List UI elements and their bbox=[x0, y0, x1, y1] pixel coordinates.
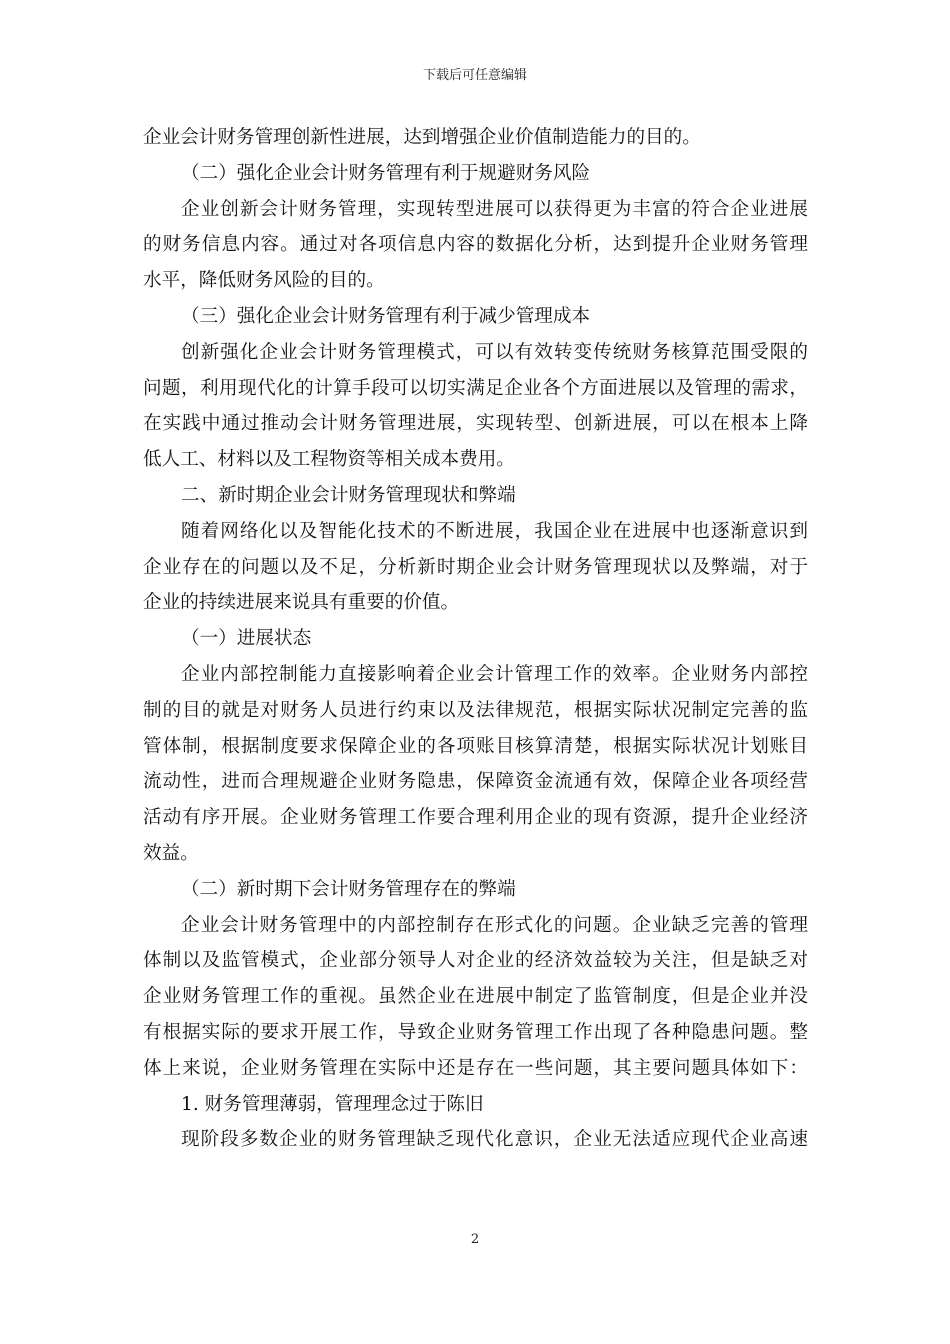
text-line: 企业创新会计财务管理，实现转型进展可以获得更为丰富的符合企业进展 bbox=[181, 198, 808, 220]
text-line: 企业会计财务管理创新性进展，达到增强企业价值制造能力的目的。 bbox=[143, 127, 701, 148]
text-line: 活动有序开展。企业财务管理工作要合理利用企业的现有资源，提升企业经济 bbox=[143, 807, 808, 829]
text-line: 随着网络化以及智能化技术的不断进展，我国企业在进展中也逐渐意识到 bbox=[181, 520, 808, 542]
text-line: 体制以及监管模式，企业部分领导人对企业的经济效益较为关注，但是缺乏对 bbox=[143, 950, 808, 972]
text-line: （二）强化企业会计财务管理有利于规避财务风险 bbox=[181, 162, 591, 184]
page-header: 下载后可任意编辑 bbox=[422, 68, 527, 83]
text-line: 企业的持续进展来说具有重要的价值。 bbox=[143, 592, 460, 614]
text-line: 二、新时期企业会计财务管理现状和弊端 bbox=[181, 484, 516, 506]
text-line: 现阶段多数企业的财务管理缺乏现代化意识，企业无法适应现代企业高速 bbox=[181, 1129, 808, 1151]
text-line: 低人工、材料以及工程物资等相关成本费用。 bbox=[143, 449, 515, 471]
page-number: 2 bbox=[470, 1232, 480, 1247]
text-line: 创新强化企业会计财务管理模式，可以有效转变传统财务核算范围受限的 bbox=[181, 341, 808, 363]
text-line: （一）进展状态 bbox=[181, 628, 312, 650]
text-line: 流动性，进而合理规避企业财务隐患，保障资金流通有效，保障企业各项经营 bbox=[143, 771, 808, 793]
text-line: 企业会计财务管理中的内部控制存在形式化的问题。企业缺乏完善的管理 bbox=[181, 914, 808, 936]
text-line: 问题，利用现代化的计算手段可以切实满足企业各个方面进展以及管理的需求， bbox=[143, 377, 808, 399]
text-line: 企业财务管理工作的重视。虽然企业在进展中制定了监管制度，但是企业并没 bbox=[143, 986, 808, 1008]
text-line: 水平，降低财务风险的目的。 bbox=[143, 270, 385, 292]
text-line: 1. 财务管理薄弱，管理理念过于陈旧 bbox=[181, 1093, 484, 1115]
text-line: 有根据实际的要求开展工作，导致企业财务管理工作出现了各种隐患问题。整 bbox=[143, 1021, 808, 1043]
text-line: 企业存在的问题以及不足，分析新时期企业会计财务管理现状以及弊端，对于 bbox=[143, 556, 808, 578]
text-line: 企业内部控制能力直接影响着企业会计管理工作的效率。企业财务内部控 bbox=[181, 663, 808, 685]
text-line: 体上来说，企业财务管理在实际中还是存在一些问题，其主要问题具体如下： bbox=[143, 1057, 808, 1079]
text-line: 效益。 bbox=[143, 842, 199, 864]
body-text bbox=[143, 120, 808, 1158]
text-line: 制的目的就是对财务人员进行约束以及法律规范，根据实际状况制定完善的监 bbox=[143, 699, 808, 721]
text-line: 管体制，根据制度要求保障企业的各项账目核算清楚，根据实际状况计划账目 bbox=[143, 735, 808, 757]
text-line: 在实践中通过推动会计财务管理进展，实现转型、创新进展，可以在根本上降 bbox=[143, 413, 808, 435]
text-line: （二）新时期下会计财务管理存在的弊端 bbox=[181, 878, 516, 900]
text-line: （三）强化企业会计财务管理有利于减少管理成本 bbox=[181, 305, 591, 327]
text-line: 的财务信息内容。通过对各项信息内容的数据化分析，达到提升企业财务管理 bbox=[143, 234, 808, 256]
